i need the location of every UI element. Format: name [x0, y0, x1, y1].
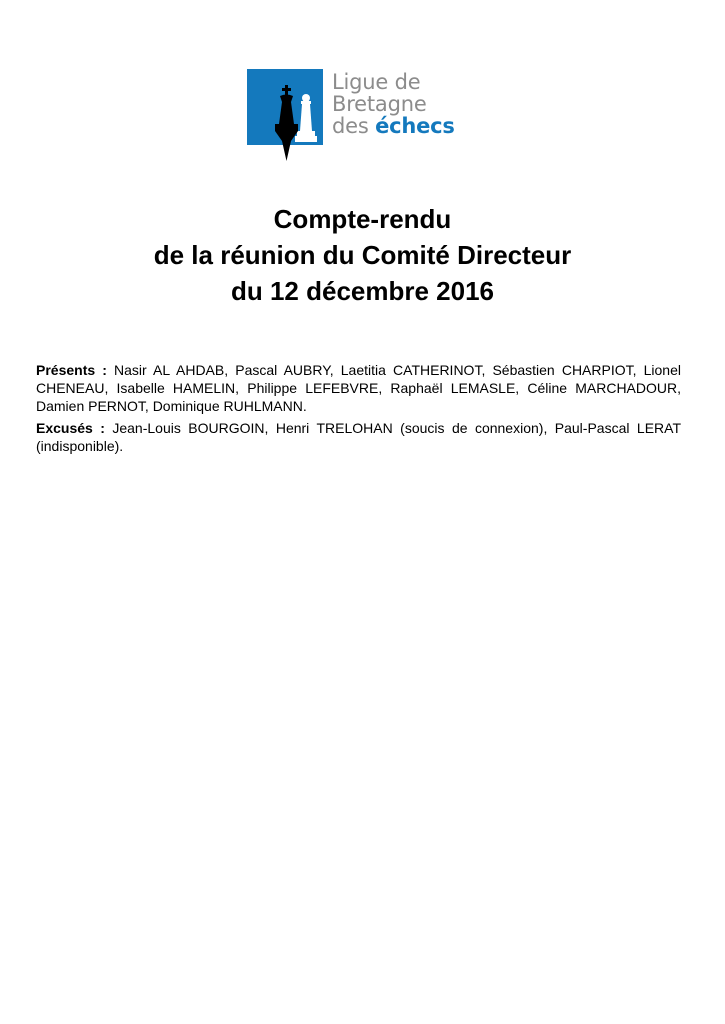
present-label: Présents : — [36, 362, 107, 378]
present-names: Nasir AL AHDAB, Pascal AUBRY, Laetitia CATHERINOT, Sébastien CHARPIOT, Lionel CHENEAU, Isabelle HAMELIN, Philippe LEFEBVRE, Raphaël LEMASLE, Céline MARCHADOUR, Damien PERNOT, Dominique RUHLMANN. — [36, 362, 681, 414]
excused-label: Excusés : — [36, 420, 105, 436]
title-line-3: du 12 décembre 2016 — [230, 276, 495, 306]
league-logo — [247, 69, 472, 164]
present-paragraph — [36, 361, 681, 415]
logo-wordmark — [332, 71, 455, 137]
excused-paragraph — [36, 419, 681, 455]
title-line-2: de la réunion du Comité Directeur — [153, 240, 572, 270]
logo-line-1: Ligue de — [332, 70, 421, 94]
excused-names: Jean-Louis BOURGOIN, Henri TRELOHAN (soucis de connexion), Paul-Pascal LERAT (indisponible). — [36, 420, 681, 454]
logo-line-3-accent: échecs — [375, 114, 455, 138]
logo-line-3-prefix: des — [332, 114, 376, 138]
logo-line-3 — [332, 115, 455, 137]
logo-line-2: Bretagne — [332, 92, 427, 116]
document-title — [0, 201, 725, 309]
title-line-1: Compte-rendu — [273, 204, 452, 234]
chess-pieces-ermine-icon — [247, 69, 327, 164]
